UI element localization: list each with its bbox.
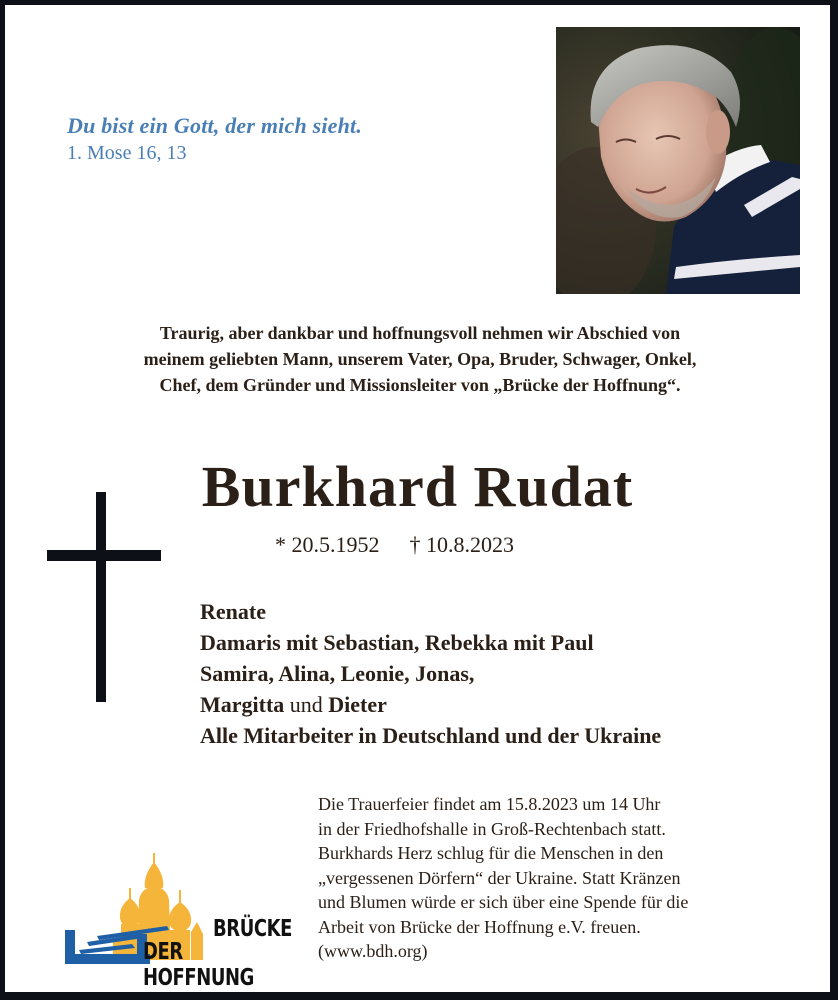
mourner-line: Renate bbox=[200, 599, 266, 624]
service-line: in der Friedhofshalle in Groß-Rechtenbach statt. bbox=[318, 818, 666, 839]
cross-icon-crossbar bbox=[47, 550, 161, 561]
death-date: † 10.8.2023 bbox=[409, 532, 514, 557]
logo-text-line1: BRÜCKE bbox=[213, 916, 293, 942]
bible-verse bbox=[67, 113, 362, 165]
service-link[interactable]: (www.bdh.org) bbox=[318, 941, 428, 961]
funeral-service-info bbox=[318, 792, 818, 964]
mourner-line: Alle Mitarbeiter in Deutschland und der Ukraine bbox=[200, 723, 662, 748]
birth-date: * 20.5.1952 bbox=[275, 532, 380, 557]
obituary-card bbox=[5, 5, 830, 992]
cross-icon bbox=[96, 492, 106, 702]
mourners-list bbox=[200, 596, 661, 751]
life-dates bbox=[275, 532, 514, 558]
portrait-photo bbox=[556, 27, 800, 294]
verse-text: Du bist ein Gott, der mich sieht. bbox=[67, 113, 363, 138]
verse-reference: 1. Mose 16, 13 bbox=[67, 142, 187, 164]
mourner-line: Samira, Alina, Leonie, Jonas, bbox=[200, 661, 475, 686]
intro-text bbox=[25, 320, 815, 398]
mourner-line bbox=[200, 689, 661, 720]
logo-text-line2: DER HOFFNUNG bbox=[143, 939, 254, 991]
mourner-name: Dieter bbox=[328, 692, 387, 717]
service-line: Arbeit von Brücke der Hoffnung e.V. freuen. bbox=[318, 916, 641, 937]
intro-line: Chef, dem Gründer und Missionsleiter von „Brücke der Hoffnung“. bbox=[159, 375, 681, 395]
mourner-name: Margitta bbox=[200, 692, 285, 717]
service-line: Die Trauerfeier findet am 15.8.2023 um 14 Uhr bbox=[318, 794, 661, 814]
intro-line: Traurig, aber dankbar und hoffnungsvoll nehmen wir Abschied von bbox=[159, 323, 681, 343]
portrait-image-icon bbox=[556, 27, 800, 294]
bruecke-der-hoffnung-logo bbox=[57, 850, 297, 991]
deceased-name: Burkhard Rudat bbox=[201, 454, 634, 519]
mourner-line: Damaris mit Sebastian, Rebekka mit Paul bbox=[200, 630, 594, 655]
intro-line: meinem geliebten Mann, unserem Vater, Opa, Bruder, Schwager, Onkel, bbox=[143, 349, 697, 369]
conjunction: und bbox=[284, 692, 329, 717]
service-line: „vergessenen Dörfern“ der Ukraine. Statt Kränzen bbox=[318, 867, 681, 888]
service-line: und Blumen würde er sich über eine Spende für die bbox=[318, 892, 689, 912]
service-line: Burkhards Herz schlug für die Menschen in den bbox=[318, 843, 664, 863]
